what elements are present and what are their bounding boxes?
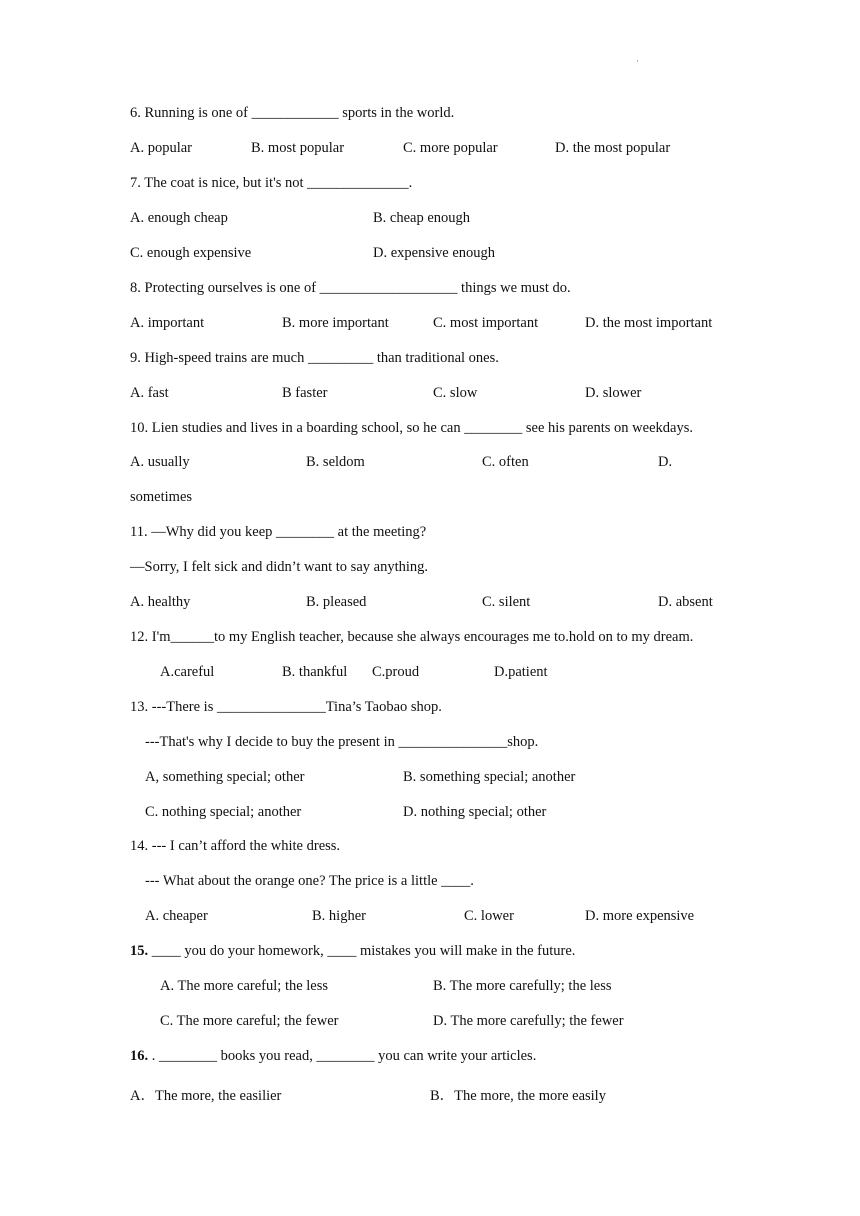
question-8-option-a: A. important xyxy=(130,315,205,331)
question-7-option-b: B. cheap enough xyxy=(373,210,471,226)
question-14-option-b: B. higher xyxy=(312,908,366,924)
question-14-stem: 14. --- I can’t afford the white dress. xyxy=(130,838,341,854)
question-14-option-c: C. lower xyxy=(464,908,514,924)
question-12-option-c: C.proud xyxy=(372,664,420,680)
question-16-option-b: B．The more, the more easily xyxy=(430,1088,606,1104)
question-6-option-c: C. more popular xyxy=(403,140,498,156)
question-16-option-a: A．The more, the easilier xyxy=(130,1088,282,1104)
question-15-option-a: A. The more careful; the less xyxy=(160,978,329,994)
question-12-stem: 12. I'm______to my English teacher, because she always encourages me to.hold on to my dream. xyxy=(130,629,694,645)
question-14-reply: --- What about the orange one? The price is a little ____. xyxy=(145,873,474,889)
question-6-stem: 6. Running is one of ____________ sports in the world. xyxy=(130,105,455,121)
question-16-text: . ________ books you read, ________ you can write your articles. xyxy=(148,1048,537,1064)
question-11-option-d: D. absent xyxy=(658,594,713,610)
question-12-option-a: A.careful xyxy=(160,664,215,680)
question-12-option-d: D.patient xyxy=(494,664,548,680)
question-10-option-b: B. seldom xyxy=(306,454,365,470)
question-11-option-b: B. pleased xyxy=(306,594,367,610)
question-10-option-a: A. usually xyxy=(130,454,190,470)
question-12-option-b: B. thankful xyxy=(282,664,348,680)
question-10-option-d-text: sometimes xyxy=(130,489,193,505)
question-6-option-d: D. the most popular xyxy=(555,140,671,156)
question-13-option-a: A, something special; other xyxy=(145,769,305,785)
question-16-stem xyxy=(130,1047,536,1065)
question-13-option-d: D. nothing special; other xyxy=(403,804,547,820)
question-11-reply: —Sorry, I felt sick and didn’t want to say anything. xyxy=(130,559,429,575)
question-7-stem: 7. The coat is nice, but it's not ______________. xyxy=(130,175,413,191)
question-14-option-d: D. more expensive xyxy=(585,908,695,924)
question-13-stem: 13. ---There is _______________Tina’s Taobao shop. xyxy=(130,699,442,715)
question-15-text: ____ you do your homework, ____ mistakes you will make in the future. xyxy=(148,943,576,959)
question-7-option-c: C. enough expensive xyxy=(130,245,252,261)
question-9-option-a: A. fast xyxy=(130,385,169,401)
question-15-option-c: C. The more careful; the fewer xyxy=(160,1013,339,1029)
header-mark: · xyxy=(636,56,639,66)
question-10-option-c: C. often xyxy=(482,454,529,470)
question-13-reply: ---That's why I decide to buy the present in _______________shop. xyxy=(145,734,539,750)
question-15-option-b: B. The more carefully; the less xyxy=(433,978,612,994)
question-11-stem: 11. —Why did you keep ________ at the meeting? xyxy=(130,524,427,540)
question-6-option-a: A. popular xyxy=(130,140,193,156)
question-16-number: 16. xyxy=(130,1048,149,1064)
question-10-option-d: D. xyxy=(658,454,673,470)
question-8-option-b: B. more important xyxy=(282,315,389,331)
question-11-option-c: C. silent xyxy=(482,594,531,610)
question-8-stem: 8. Protecting ourselves is one of ___________________ things we must do. xyxy=(130,280,571,296)
question-8-option-c: C. most important xyxy=(433,315,539,331)
question-9-option-b: B faster xyxy=(282,385,328,401)
question-13-option-b: B. something special; another xyxy=(403,769,576,785)
question-11-option-a: A. healthy xyxy=(130,594,191,610)
question-9-option-c: C. slow xyxy=(433,385,478,401)
question-9-stem: 9. High-speed trains are much _________ than traditional ones. xyxy=(130,350,499,366)
question-8-option-d: D. the most important xyxy=(585,315,713,331)
question-7-option-a: A. enough cheap xyxy=(130,210,228,226)
question-13-option-c: C. nothing special; another xyxy=(145,804,302,820)
question-6-option-b: B. most popular xyxy=(251,140,345,156)
question-9-option-d: D. slower xyxy=(585,385,642,401)
question-7-option-d: D. expensive enough xyxy=(373,245,496,261)
question-15-stem xyxy=(130,942,575,960)
question-15-option-d: D. The more carefully; the fewer xyxy=(433,1013,624,1029)
question-14-option-a: A. cheaper xyxy=(145,908,208,924)
question-10-stem: 10. Lien studies and lives in a boarding school, so he can ________ see his parents on weekdays. xyxy=(130,420,693,436)
question-15-number: 15. xyxy=(130,943,149,959)
